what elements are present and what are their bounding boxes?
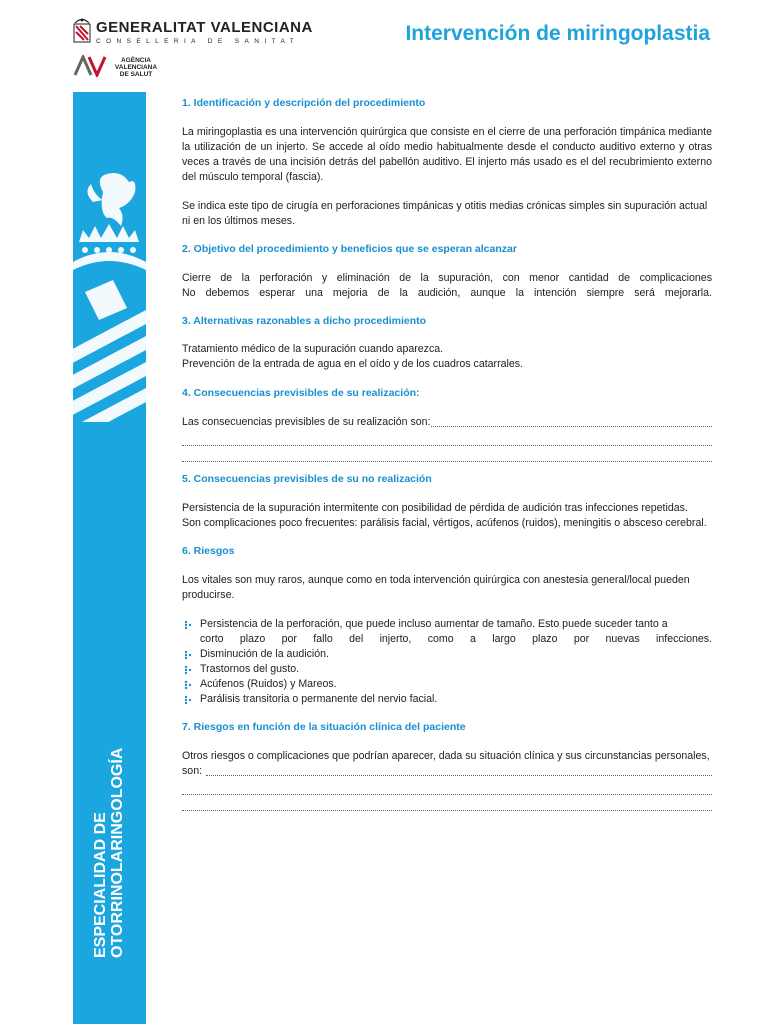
agency-name: AGÈNCIA VALENCIANA DE SALUT — [114, 57, 158, 78]
section-7-label: son: — [182, 765, 203, 777]
section-3-line: Tratamiento médico de la supuración cuando aparezca. — [182, 343, 444, 355]
risk-list-item — [182, 647, 712, 662]
bullet-icon — [184, 650, 194, 660]
section-1-paragraph: La miringoplastia es una intervención quirúrgica que consiste en el cierre de una perforación timpánica mediante la utilización de un injerto. Se accede al oído medio habitualmente desde el conducto auditivo externo y otras veces a través de una incisión detrás del pabellón auditivo. El injerto más usado es el del recubrimiento externo del músculo temporal (fascia). — [182, 126, 712, 183]
blank-line[interactable] — [206, 775, 712, 776]
section-2-heading: 2. Objetivo del procedimiento y beneficios que se esperan alcanzar — [182, 243, 517, 255]
risk-text: Persistencia de la perforación, que puede incluso aumentar de tamaño. Esto puede suceder tanto a — [200, 618, 668, 630]
valencia-coat-of-arms-icon — [73, 92, 146, 422]
section-1-heading: 1. Identificación y descripción del procedimiento — [182, 97, 426, 109]
consent-content — [182, 92, 712, 811]
org-department: CONSELLERIA DE SANITAT — [96, 38, 300, 45]
bullet-icon — [184, 695, 194, 705]
risk-text: Disminución de la audición. — [200, 648, 329, 660]
section-4-label: Las consecuencias previsibles de su realización son: — [182, 416, 431, 428]
section-4-heading: 4. Consecuencias previsibles de su realización: — [182, 387, 420, 399]
org-name: GENERALITAT VALENCIANA — [96, 19, 313, 36]
section-2-line: Cierre de la perforación y eliminación de la supuración, con menor cantidad de complicaciones — [182, 272, 712, 284]
section-5-line: Persistencia de la supuración intermitente con posibilidad de pérdida de audición tras infecciones repetidas. — [182, 502, 688, 514]
section-5-line: Son complicaciones poco frecuentes: parálisis facial, vértigos, acúfenos (ruidos), meningitis o absceso cerebral. — [182, 517, 707, 529]
risk-text: Parálisis transitoria o permanente del nervio facial. — [200, 693, 438, 705]
section-2-line: No debemos esperar una mejoria de la audición, aunque la intención siempre será mejorarla. — [182, 287, 712, 299]
risk-list-item — [182, 677, 712, 692]
risk-text: Acúfenos (Ruidos) y Mareos. — [200, 678, 337, 690]
bullet-icon — [184, 665, 194, 675]
section-4-field — [182, 415, 712, 430]
document-title: Intervención de miringoplastia — [405, 22, 710, 45]
section-6-intro: Los vitales son muy raros, aunque como en toda intervención quirúrgica con anestesia general/local pueden producirse. — [182, 574, 690, 601]
agency-logo-icon — [73, 55, 109, 77]
blank-line[interactable] — [431, 426, 712, 427]
section-3-heading: 3. Alternativas razonables a dicho procedimiento — [182, 315, 427, 327]
risk-list-item — [182, 662, 712, 677]
bullet-icon — [184, 620, 194, 630]
section-7-heading: 7. Riesgos en función de la situación clínica del paciente — [182, 721, 466, 733]
risk-list-item — [182, 617, 712, 647]
section-3-line: Prevención de la entrada de agua en el oído y de los cuadros catarrales. — [182, 358, 523, 370]
specialty-title: ESPECIALIDAD DE OTORRINOLARINGOLOGÍA — [92, 747, 126, 958]
generalitat-crest-icon — [72, 16, 92, 44]
section-5-heading: 5. Consecuencias previsibles de su no realización — [182, 473, 432, 485]
risk-text: corto plazo por fallo del injerto, como a largo plazo por nuevas infecciones. — [200, 633, 712, 645]
risk-list-item — [182, 692, 712, 707]
section-1-indications: Se indica este tipo de cirugía en perforaciones timpánicas y otitis medias crónicas simples sin supuración actual ni en los últimos meses. — [182, 200, 708, 227]
bullet-icon — [184, 680, 194, 690]
blank-line[interactable] — [182, 810, 712, 811]
section-6-heading: 6. Riesgos — [182, 545, 235, 557]
section-7-field — [182, 764, 712, 779]
risk-text: Trastornos del gusto. — [200, 663, 300, 675]
section-7-line: Otros riesgos o complicaciones que podrían aparecer, dada su situación clínica y sus circunstancias personales, — [182, 750, 710, 762]
